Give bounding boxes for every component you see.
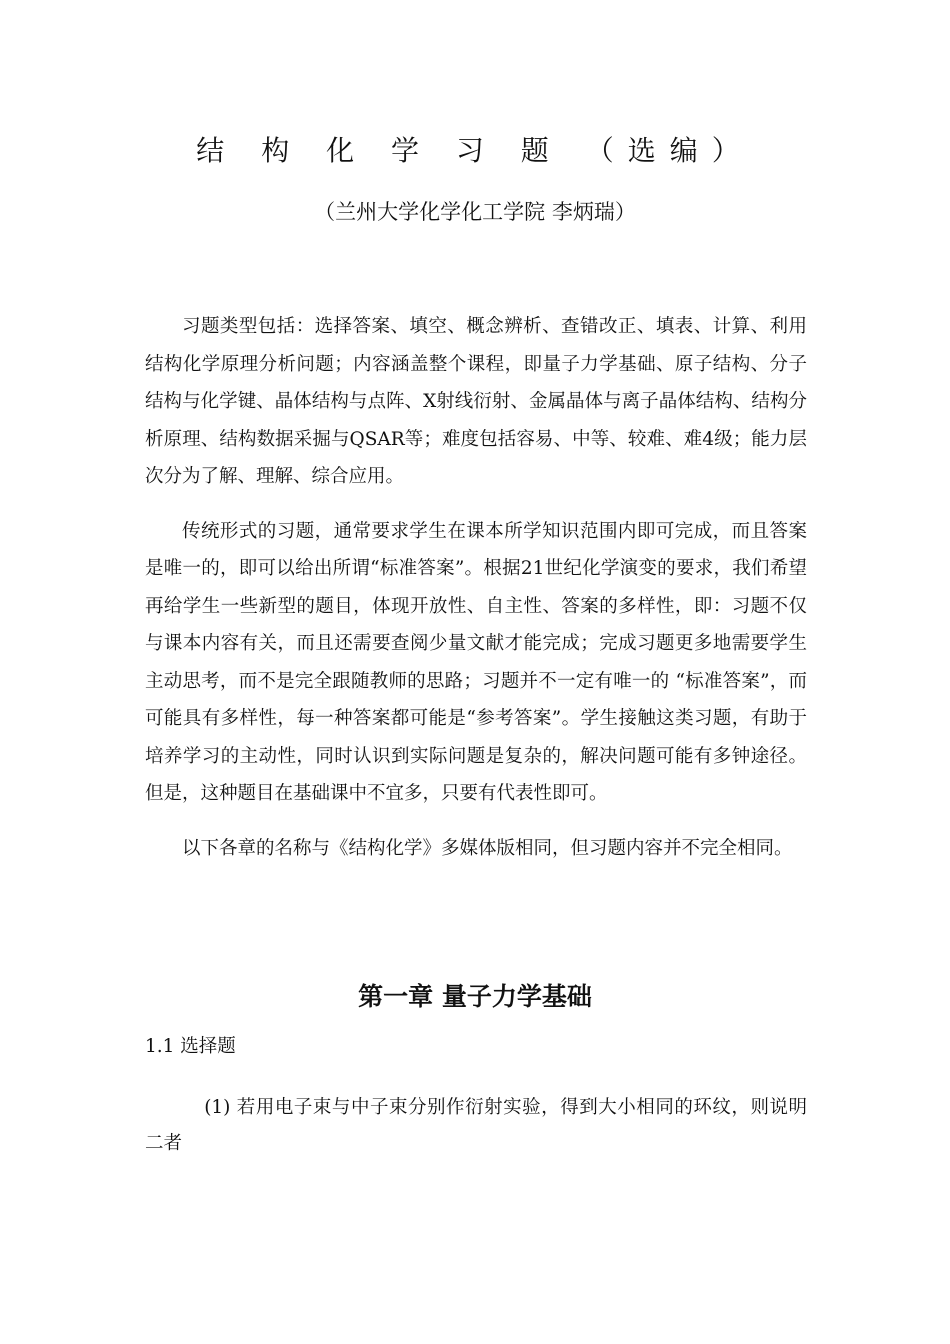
- chapter-heading: 第一章 量子力学基础: [358, 981, 592, 1011]
- intro-body: [145, 308, 807, 884]
- intro-paragraph-3: 以下各章的名称与《结构化学》多媒体版相同，但习题内容并不完全相同。: [182, 837, 793, 859]
- intro-paragraph-1: 习题类型包括：选择答案、填空、概念辨析、查错改正、填表、计算、利用结构化学原理分析问题；内容涵盖整个课程，即量子力学基础、原子结构、分子结构与化学键、晶体结构与点阵、X射线衍射、金属晶体与离子晶体结构、结构分析原理、结构数据采掘与QSAR等；难度包括容易、中等、较难、难4级；能力层次分为了解、理解、综合应用。: [145, 316, 807, 487]
- intro-paragraph-2: 传统形式的习题，通常要求学生在课本所学知识范围内即可完成，而且答案是唯一的，即可以给出所谓“标准答案”。根据21世纪化学演变的要求，我们希望再给学生一些新型的题目，体现开放性、自主性、答案的多样性，即：习题不仅与课本内容有关，而且还需要查阅少量文献才能完成；完成习题更多地需要学生主动思考，而不是完全跟随教师的思路；习题并不一定有唯一的 “标准答案”，而可能具有多样性，每一种答案都可能是“参考答案”。学生接触这类习题，有助于培养学习的主动性，同时认识到实际问题是复杂的，解决问题可能有多钟途径。但是，这种题目在基础课中不宜多，只要有代表性即可。: [145, 520, 807, 804]
- question-text: (1) 若用电子束与中子束分别作衍射实验，得到大小相同的环纹，则说明二者: [145, 1097, 807, 1154]
- document-title: 结 构 化 学 习 题 （选编）: [196, 133, 754, 167]
- author-line: （兰州大学化学化工学院 李炳瑞）: [314, 200, 636, 224]
- question-item: [145, 1090, 807, 1162]
- section-heading: 1.1 选择题: [145, 1036, 236, 1057]
